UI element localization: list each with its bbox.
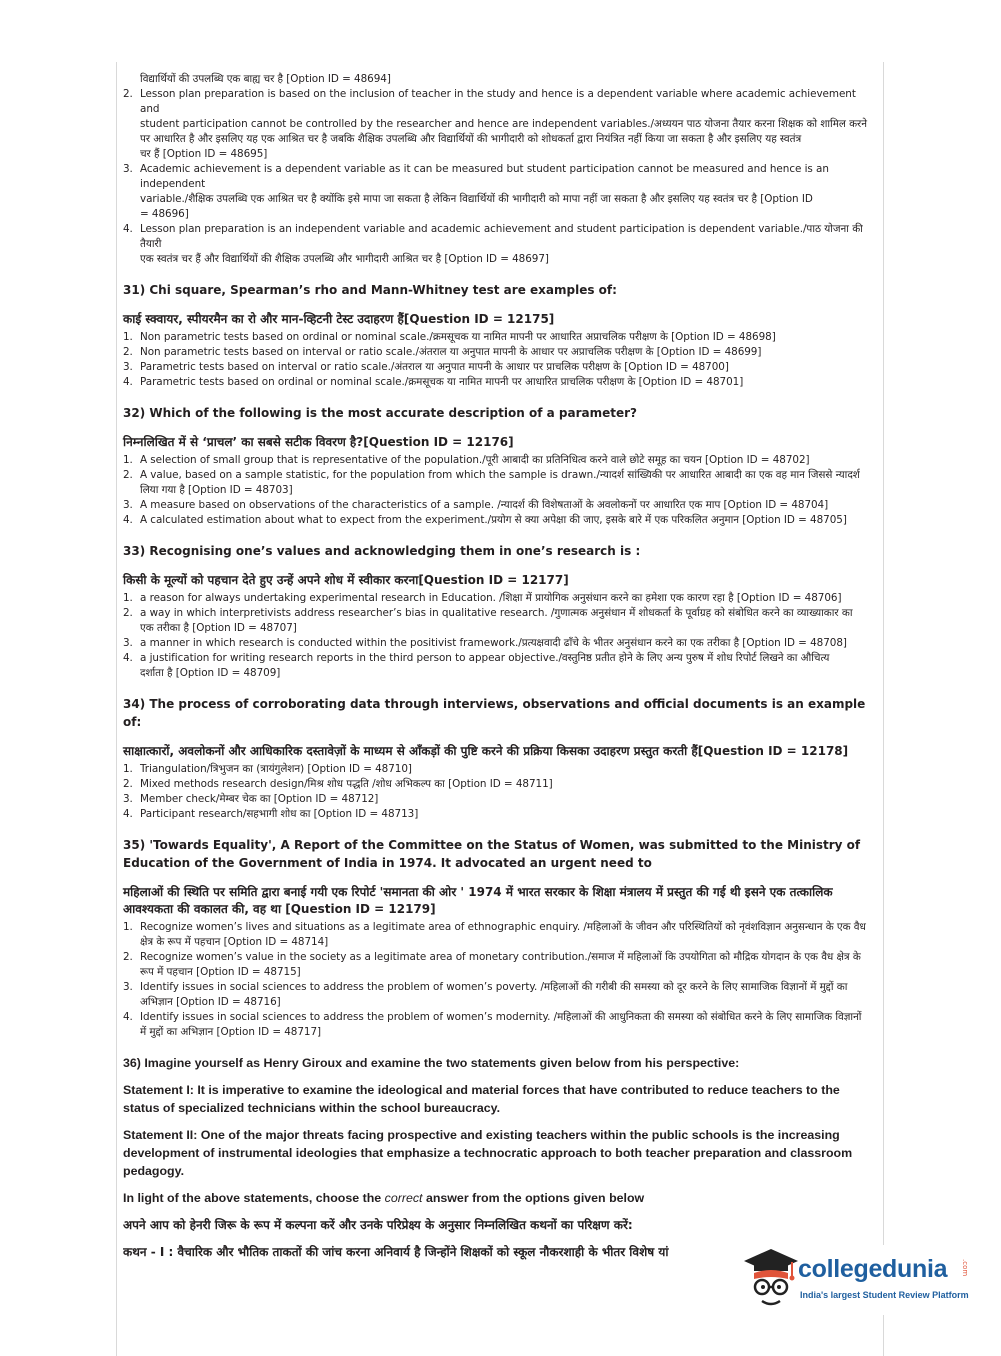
option-text: लिया गया है [Option ID = 48703] [140, 484, 293, 496]
instruction-post: answer from the options given below [422, 1191, 645, 1205]
option-text: Lesson plan preparation is based on the inclusion of teacher in the study and hence is a dependent variable where academic achievement and [140, 88, 856, 115]
question-33-english: 33) Recognising one’s values and acknowledging them in one’s research is : [123, 544, 641, 558]
option-line [123, 651, 873, 666]
option-text: अभिज्ञान [Option ID = 48716] [140, 996, 281, 1008]
option-text: Parametric tests based on interval or ratio scale./अंतराल या अनुपात मापनी के आधार पर प्राचलिक परीक्षण के [Option ID = 48700] [140, 361, 729, 373]
option-line [123, 591, 873, 606]
option-text: Non parametric tests based on interval or ratio scale./अंतराल या अनुपात मापनी के आधार पर अप्राचलिक परीक्षण के [Option ID = 48699] [140, 346, 762, 358]
question-32-options [123, 453, 873, 528]
question-33-hindi: किसी के मूल्यों को पहचान देते हुए उन्हें अपने शोध में स्वीकार करना[Question ID = 12177] [123, 573, 569, 587]
option-line [123, 162, 873, 192]
option-text: Participant research/सहभागी शोध का [Option ID = 48713] [140, 808, 419, 820]
option-text: विद्यार्थियों की उपलब्धि एक बाह्य चर है [Option ID = 48694] [140, 73, 391, 85]
option-number: 3. [123, 163, 133, 175]
statement-2: Statement II: One of the major threats facing prospective and existing teachers within the public schools is the increasing development of instrumental ideologies that emphasize a technocratic approach to both teacher preparation and classroom pedagogy. [123, 1128, 853, 1178]
option-line [123, 330, 873, 345]
option-text: Member check/मेम्बर चेक का [Option ID = 48712] [140, 793, 379, 805]
option-text: student participation cannot be controlled by the researcher and hence are independent variables./अध्ययन पाठ योजना तैयार करना शिक्षक को शामिल करने [140, 118, 867, 130]
option-line [123, 453, 873, 468]
option-number: 4. [123, 514, 133, 526]
option-line [123, 360, 873, 375]
question-34-hindi: साक्षात्कारों, अवलोकनों और आधिकारिक दस्तावेज़ों के माध्यम से आँकड़ों की पुष्टि करने की प्रक्रिया किसका उदाहरण प्रस्तुत करती हैं[Question ID = 12178] [123, 744, 849, 758]
option-text: में मुद्दों का अभिज्ञान [Option ID = 48717] [140, 1026, 322, 1038]
question-30-options [123, 72, 873, 267]
option-line [123, 345, 873, 360]
instruction-pre: In light of the above statements, choose the [123, 1191, 385, 1205]
instruction [123, 1189, 873, 1207]
question-34-english: 34) The process of corroborating data through interviews, observations and official documents is an example of: [123, 697, 866, 729]
option-line [123, 207, 873, 222]
option-line [123, 762, 873, 777]
option-line [123, 995, 873, 1010]
question-36-hindi-statement-1: कथन - I : वैचारिक और भौतिक ताकतों की जांच करना अनिवार्य है जिन्होंने शिक्षकों को स्कूल नौकरशाही के भीतर विशेष यां [123, 1245, 669, 1259]
question-35-hindi: महिलाओं की स्थिति पर समिति द्वारा बनाई गयी एक रिपोर्ट 'समानता की ओर ' 1974 में भारत सरकार के शिक्षा मंत्रालय में प्रस्तुत की गई थी इसने एक तत्कालिक आवश्यकता की वकालत की, वह था [Question ID = 12179] [123, 885, 833, 916]
option-number: 3. [123, 981, 133, 993]
option-number: 2. [123, 346, 133, 358]
logo-brand-text: collegedunia [798, 1255, 948, 1283]
option-line [123, 777, 873, 792]
option-line [123, 498, 873, 513]
option-line [123, 935, 873, 950]
option-text: A calculated estimation about what to expect from the experiment./प्रयोग से क्या अपेक्षा की जाए, इसके बारे में एक परिकलित अनुमान [Option ID = 48705] [140, 514, 847, 526]
option-line [123, 621, 873, 636]
option-number: 3. [123, 361, 133, 373]
option-text: दर्शाता है [Option ID = 48709] [140, 667, 281, 679]
logo-tagline: India's largest Student Review Platform [800, 1290, 969, 1300]
option-text: Identify issues in social sciences to address the problem of women’s poverty. /महिलाओं की गरीबी की समस्या को दूर करने के लिए सामाजिक विज्ञानों में मुद्दों का [140, 981, 848, 993]
option-line [123, 117, 873, 132]
option-line [123, 920, 873, 935]
option-text: एक स्वतंत्र चर हैं और विद्यार्थियों की शैक्षिक उपलब्धि और भागीदारी आश्रित चर है [Option ID = 48697] [140, 253, 549, 265]
option-line [123, 222, 873, 252]
student-mascot-icon [742, 1247, 800, 1313]
option-number: 4. [123, 376, 133, 388]
question-33-options [123, 591, 873, 681]
option-line [123, 792, 873, 807]
option-number: 1. [123, 921, 133, 933]
option-text: variable./शैक्षिक उपलब्धि एक आश्रित चर है क्योंकि इसे मापा जा सकता है लेकिन विद्यार्थियों की भागीदारी को मापा नहीं जा सकता है और इसलिए यह स्वतंत्र चर है [Option ID [140, 193, 813, 205]
question-36-hindi-instruction: अपने आप को हेनरी जिरू के रूप में कल्पना करें और उनके परिप्रेक्ष्य के अनुसार निम्नलिखित कथनों का परिक्षण करें: [123, 1218, 633, 1232]
option-line [123, 636, 873, 651]
option-text: Non parametric tests based on ordinal or nominal scale./क्रमसूचक या नामित मापनी पर आधारित अप्राचलिक परीक्षण के [Option ID = 48698] [140, 331, 776, 343]
option-text: a manner in which research is conducted within the positivist framework./प्रत्यक्षवादी ढाँचे के भीतर अनुसंधान करने का एक तरीका है [Option ID = 48708] [140, 637, 847, 649]
option-number: 4. [123, 808, 133, 820]
option-text: Triangulation/त्रिभुजन का (त्रायंगुलेशन) [Option ID = 48710] [140, 763, 412, 775]
question-35-english: 35) 'Towards Equality', A Report of the Committee on the Status of Women, was submitted to the Ministry of Education of the Government of India in 1974. It advocated an urgent need to [123, 838, 861, 870]
option-number: 3. [123, 499, 133, 511]
option-number: 4. [123, 1011, 133, 1023]
question-31-options [123, 330, 873, 390]
option-text: पर आधारित है और इसलिए यह एक आश्रित चर है जबकि शैक्षिक उपलब्धि और विद्यार्थियों की भागीदारी को शोधकर्ता द्वारा नियंत्रित नहीं किया जा सकता है और इसलिए यह स्वतंत्र [140, 133, 802, 145]
question-31-hindi: काई स्क्वायर, स्पीयरमैन का रो और मान-व्हिटनी टेस्ट उदाहरण हैं[Question ID = 12175] [123, 312, 555, 326]
option-text: Parametric tests based on ordinal or nominal scale./क्रमसूचक या नामित मापनी पर आधारित प्राचलिक परीक्षण के [Option ID = 48701] [140, 376, 744, 388]
option-number: 1. [123, 331, 133, 343]
option-number: 1. [123, 592, 133, 604]
option-line [123, 1010, 873, 1025]
question-34-options [123, 762, 873, 822]
question-35-options [123, 920, 873, 1040]
option-line [123, 147, 873, 162]
collegedunia-logo [742, 1245, 972, 1315]
option-line [123, 950, 873, 965]
option-number: 3. [123, 637, 133, 649]
option-text: एक तरीका है [Option ID = 48707] [140, 622, 297, 634]
question-36-english: 36) Imagine yourself as Henry Giroux and examine the two statements given below from his perspective: [123, 1056, 740, 1070]
option-text: A selection of small group that is representative of the population./पूरी आबादी का प्रतिनिधित्व करने वाले छोटे समूह का चयन [Option ID = 48702] [140, 454, 810, 466]
option-number: 1. [123, 454, 133, 466]
statement-1: Statement I: It is imperative to examine the ideological and material forces that have contributed to reduce teachers to the status of specialized technicians within the school bureaucracy. [123, 1083, 840, 1115]
option-line [123, 72, 873, 87]
option-text: चर हैं [Option ID = 48695] [140, 148, 268, 160]
option-number: 3. [123, 793, 133, 805]
option-text: A measure based on observations of the characteristics of a sample. /न्यादर्श की विशेषताओं के अवलोकनों पर आधारित एक माप [Option ID = 48704] [140, 499, 829, 511]
question-36 [123, 1054, 873, 1207]
option-number: 2. [123, 778, 133, 790]
option-number: 4. [123, 223, 133, 235]
option-text: क्षेत्र के रूप में पहचान [Option ID = 48714] [140, 936, 329, 948]
instruction-emphasis: correct [384, 1191, 423, 1205]
question-32-english: 32) Which of the following is the most accurate description of a parameter? [123, 406, 637, 420]
option-line [123, 375, 873, 390]
option-line [123, 1025, 873, 1040]
option-number [123, 72, 140, 87]
option-line [123, 483, 873, 498]
option-number: 4. [123, 652, 133, 664]
option-number: 2. [123, 88, 133, 100]
document-content [123, 72, 873, 1270]
option-line [123, 606, 873, 621]
option-text: Recognize women’s lives and situations as a legitimate area of ethnographic enquiry. /महिलाओं के जीवन और परिस्थितियों को नृवंशविज्ञान अनुसन्धान के एक वैध [140, 921, 866, 933]
question-32-hindi: निम्नलिखित में से ‘प्राचल’ का सबसे सटीक विवरण है?[Question ID = 12176] [123, 435, 514, 449]
option-line [123, 513, 873, 528]
option-text: Mixed methods research design/मिश्र शोध पद्धति /शोध अभिकल्प का [Option ID = 48711] [140, 778, 553, 790]
option-number: 2. [123, 951, 133, 963]
option-line [123, 468, 873, 483]
option-text: रूप में पहचान [Option ID = 48715] [140, 966, 301, 978]
option-line [123, 252, 873, 267]
option-line [123, 980, 873, 995]
option-line [123, 192, 873, 207]
option-text: A value, based on a sample statistic, for the population from which the sample is drawn./न्यादर्श सांख्यिकी पर आधारित आबादी का एक वह मान जिससे न्यादर्श [140, 469, 860, 481]
option-line [123, 807, 873, 822]
option-number: 2. [123, 469, 133, 481]
option-line [123, 965, 873, 980]
option-text: a reason for always undertaking experimental research in Education. /शिक्षा में प्रायोगिक अनुसंधान करने का हमेशा एक कारण रहा है [Option ID = 48706] [140, 592, 842, 604]
logo-dotcom: .com [961, 1259, 969, 1277]
option-text: = 48696] [140, 208, 189, 220]
question-31-english: 31) Chi square, Spearman’s rho and Mann-Whitney test are examples of: [123, 283, 617, 297]
option-text: Lesson plan preparation is an independent variable and academic achievement and student participation is dependent variable./पाठ योजना की तैयारी [140, 223, 863, 250]
option-text: Identify issues in social sciences to address the problem of women’s modernity. /महिलाओं की आधुनिकता की समस्या को संबोधित करने के लिए सामाजिक विज्ञानों [140, 1011, 862, 1023]
option-line [123, 87, 873, 117]
option-number: 2. [123, 607, 133, 619]
option-line [123, 132, 873, 147]
option-number: 1. [123, 763, 133, 775]
option-text: a way in which interpretivists address researcher’s bias in qualitative research. /गुणात्मक अनुसंधान में शोधकर्ता के पूर्वाग्रह को संबोधित करने का व्याख्याकार का [140, 607, 853, 619]
option-text: Recognize women’s value in the society as a legitimate area of monetary contribution./समाज में महिलाओं कि उपयोगिता को मौद्रिक योगदान के एक वैध क्षेत्र के [140, 951, 861, 963]
option-text: a justification for writing research reports in the third person to appear objective./वस्तुनिष्ठ प्रतीत होने के लिए अन्य पुरुष में शोध रिपोर्ट लिखने का औचित्य [140, 652, 830, 664]
option-text: Academic achievement is a dependent variable as it can be measured but student participation cannot be measured and hence is an independent [140, 163, 829, 190]
option-line [123, 666, 873, 681]
